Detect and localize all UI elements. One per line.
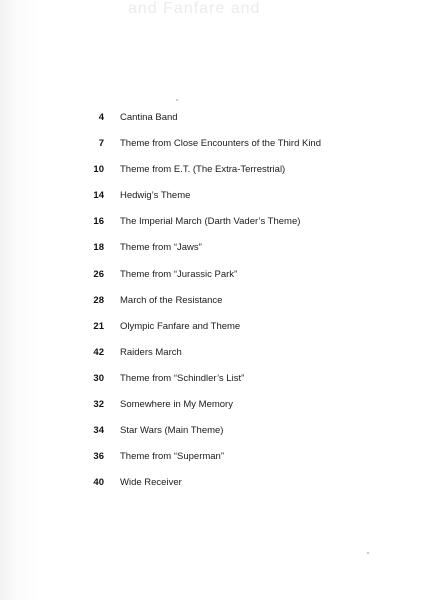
toc-entry: [76, 321, 396, 347]
toc-page-number: 40: [93, 477, 104, 489]
toc-entry: [76, 269, 396, 295]
toc-entry: [76, 399, 396, 425]
toc-title: Cantina Band: [120, 112, 178, 123]
toc-title: Theme from E.T. (The Extra-Terrestrial): [120, 164, 286, 176]
toc-title: Theme from “Schindler’s List”: [120, 372, 245, 384]
toc-title: Star Wars (Main Theme): [120, 425, 224, 437]
toc-page-number: 42: [93, 346, 104, 358]
toc-title: The Imperial March (Darth Vader’s Theme): [120, 216, 301, 228]
table-of-contents: [76, 112, 396, 503]
toc-title: March of the Resistance: [120, 294, 223, 306]
toc-entry: [76, 190, 396, 216]
toc-page-number: 28: [93, 294, 104, 306]
toc-page-number: 34: [93, 425, 104, 437]
toc-title: Olympic Fanfare and Theme: [120, 320, 241, 332]
paper-speck: [176, 99, 178, 101]
toc-title: Wide Receiver: [120, 477, 182, 489]
toc-page-number: 4: [98, 112, 104, 123]
toc-page-number: 16: [93, 216, 104, 228]
toc-page-number: 10: [93, 164, 104, 176]
toc-title: Theme from “Superman”: [120, 451, 225, 463]
toc-entry: [76, 112, 396, 138]
toc-page-number: 36: [93, 451, 104, 463]
toc-page-number: 26: [93, 268, 104, 280]
toc-page-number: 18: [93, 242, 104, 254]
toc-page-number: 21: [93, 320, 104, 332]
toc-entry: [76, 295, 396, 321]
toc-entry: [76, 164, 396, 190]
paper-speck: [367, 552, 369, 554]
toc-entry: [76, 138, 396, 164]
toc-title: Raiders March: [120, 346, 182, 358]
toc-title: Theme from “Jurassic Park”: [120, 268, 238, 280]
toc-entry: [76, 451, 396, 477]
toc-title: Theme from Close Encounters of the Third Kind: [120, 138, 322, 150]
bleed-through-text: and Fanfare and: [128, 0, 261, 17]
toc-entry: [76, 242, 396, 268]
toc-page-number: 32: [93, 399, 104, 411]
toc-entry: [76, 347, 396, 373]
toc-page-number: 7: [98, 138, 104, 150]
toc-page-number: 30: [93, 372, 104, 384]
toc-entry: [76, 216, 396, 242]
toc-title: Hedwig’s Theme: [120, 190, 191, 202]
toc-entry: [76, 373, 396, 399]
toc-page-number: 14: [93, 190, 104, 202]
toc-title: Theme from “Jaws”: [120, 242, 202, 254]
toc-entry: [76, 477, 396, 503]
toc-entry: [76, 425, 396, 451]
toc-title: Somewhere in My Memory: [120, 399, 233, 411]
